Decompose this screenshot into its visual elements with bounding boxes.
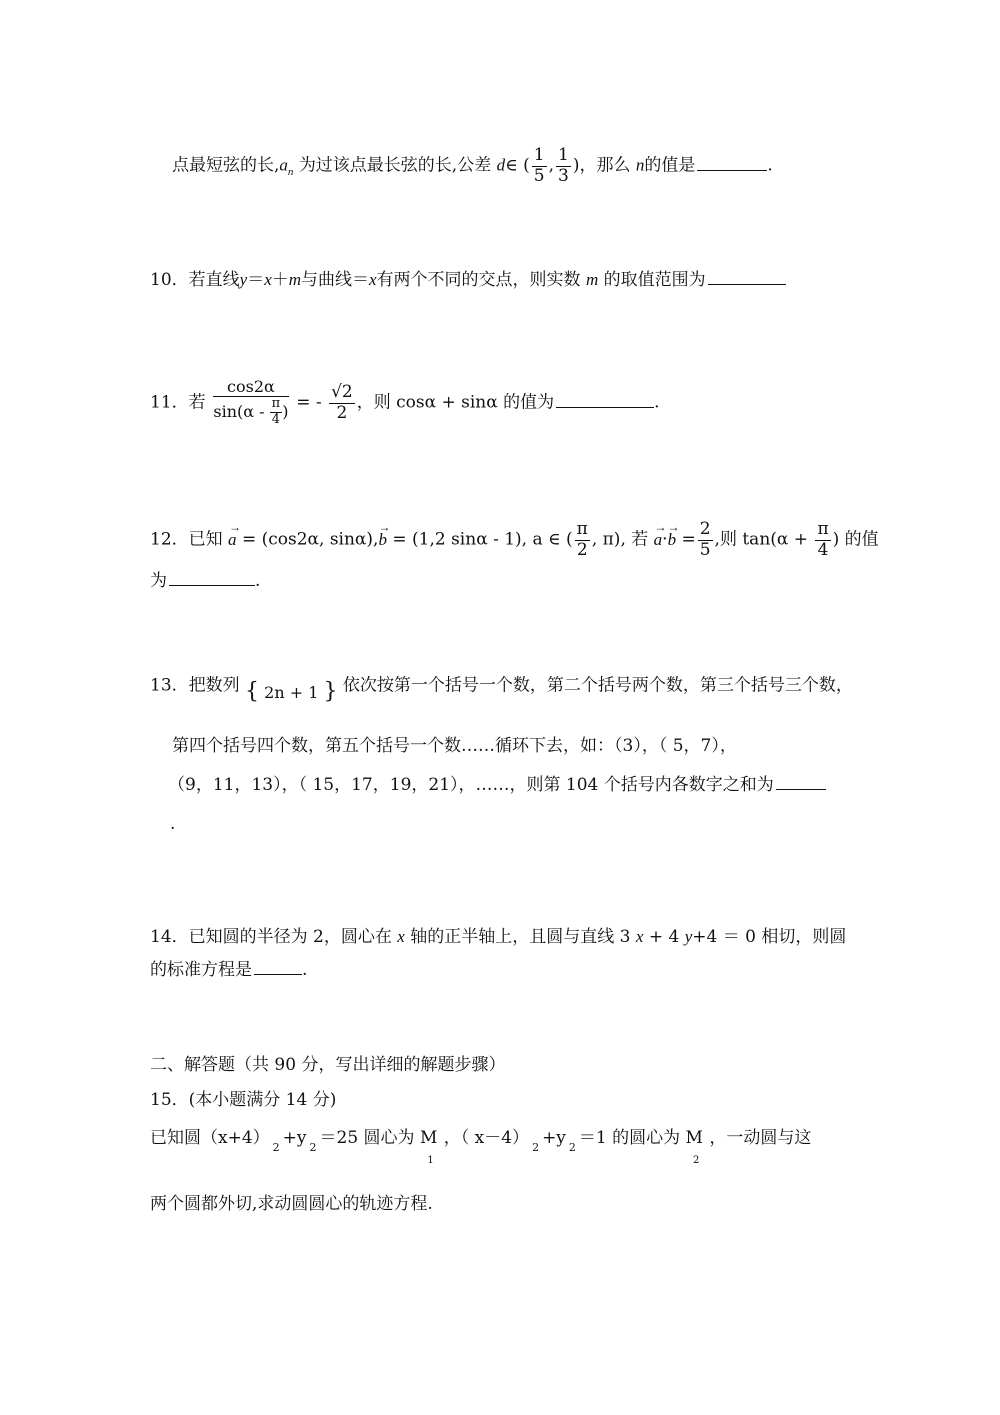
q9-frac-2: $\frac{1}{3}$ [557,145,569,186]
q12-pi-over-2: $\frac{\pi}{2}$ [576,519,588,560]
q12-part5: ) 的值 [832,529,879,550]
q12-a-vector-2: → a [653,519,667,549]
q11-lhs-fraction: cos2α sin(α - $\frac{\pi}{4}$ ) [213,377,289,428]
q13-sequence: { 2n + 1 } [245,679,338,704]
q14-x2: x [635,927,644,946]
q14-end: . [302,960,308,980]
q14-num: 14．已知圆的半径为 2，圆心在 [150,927,392,947]
q15-head: 15．(本小题满分 14 分) [150,1090,337,1110]
q12-line2 [150,573,260,590]
q15-s3: 1 [427,1155,434,1166]
q11-end: . [654,392,660,413]
q12-part1: = (cos2α, sinα), [241,529,379,550]
q13-line3 [168,777,826,794]
q10-line [150,271,786,289]
q13-line1 [150,675,853,704]
q15-line2: 两个圆都外切,求动圆圆心的轨迹方程. [150,1194,433,1214]
q9-text3: ，那么 [579,155,631,176]
q9-close: ) [572,155,580,176]
q10-eq: ＝ [247,270,265,290]
q15-p2: +y [282,1128,307,1148]
q13-line4-text: . [170,814,176,834]
q11-line [150,378,660,428]
q15-s5: 2 [568,1141,576,1154]
q14-answer-blank[interactable] [254,973,302,975]
q11-text2: 的值为 [503,392,555,413]
q10-x: x [264,270,272,289]
q12-line1 [150,520,879,560]
q15-p5: +y [542,1128,566,1148]
q14-line1 [150,928,846,946]
q12-num: 12．已知 [150,529,223,550]
q11-rhs-fraction: $\frac{√2}{2}$ [331,382,353,423]
q10-text1: 与曲线＝ [301,270,370,290]
q12-line2-text: 为 [150,571,167,591]
q9-n: n [635,155,645,175]
q9-answer-blank[interactable] [697,169,767,171]
q14-text1: 轴的正半轴上，且圆与直线 3 [410,927,631,947]
q13-line3-text: （9，11，13），（ 15，17，19，21），……，则第 104 个括号内各数字之和为 [168,775,774,795]
q10-x2: x [369,270,377,289]
q15-p6: ＝1 的圆心为 M [578,1128,703,1148]
q9-line [172,146,773,186]
q10-text2: 有两个不同的交点，则实数 [376,270,581,290]
q12-b-vector: → b [378,519,391,549]
q11-expr: cosα + sinα [396,392,498,413]
q15-p1: 已知圆（x+4） [150,1128,270,1148]
q12-b-vector-2: → b [667,519,680,549]
q13-answer-blank[interactable] [776,788,826,790]
q12-pi-over-4: $\frac{\pi}{4}$ [817,519,829,560]
q9-text1: 点最短弦的长, [172,155,280,176]
q10-plus: ＋ [271,270,289,290]
q9-in: ∈ ( [505,155,530,176]
q15-s4: 2 [532,1141,540,1154]
q14-text3: +4 ＝ 0 相切，则圆 [692,927,847,947]
q14-text2: + 4 [648,927,680,947]
q14-line2 [150,962,307,979]
q15-line1 [150,1128,812,1166]
q15-p4: ，（ x－4） [443,1128,530,1148]
q12-eq: = [681,529,696,550]
q9-end: . [767,155,773,176]
q15-s2: 2 [309,1141,317,1154]
q9-a-sub: n [287,165,294,178]
q15-s1: 2 [272,1141,280,1154]
q10-m2: m [585,270,599,289]
q11-answer-blank[interactable] [556,406,654,408]
q9-d: d [496,155,506,175]
q9-text2: 为过该点最长弦的长,公差 [298,155,492,176]
q14-y: y [684,927,693,946]
q15-s6: 2 [692,1155,700,1166]
q10-y: y [239,270,248,289]
section-2-title: 二、解答题（共 90 分，写出详细的解题步骤） [150,1055,506,1075]
q13-line1-text: 依次按第一个括号一个数，第二个括号两个数，第三个括号三个数， [342,675,853,696]
q11-text1: ，则 [356,392,391,413]
q10-text3: 的取值范围为 [603,270,706,290]
q13-line2 [172,738,737,755]
q12-part4: ,则 tan(α + [714,529,809,550]
q9-comma: , [548,155,554,176]
q9-frac-1: $\frac{1}{5}$ [533,145,545,186]
q14-x: x [397,927,405,946]
q12-end: . [255,571,261,591]
q12-part3: , π), 若 [591,529,649,550]
q9-text4: 的值是 [644,155,696,176]
q12-part2: = (1,2 sinα - 1), a ∈ ( [392,529,573,550]
q11-eq: = - [296,392,322,413]
q13-line4 [170,816,175,833]
q9-a: a [279,155,288,175]
q12-two-fifths: $\frac{2}{5}$ [699,519,711,560]
q13-line2-text: 第四个括号四个数，第五个括号一个数……循环下去，如：（3），（ 5，7）， [172,736,737,756]
q14-line2-text: 的标准方程是 [150,960,252,980]
q12-a-vector: → a [228,519,242,549]
q11-num: 11．若 [150,392,206,413]
q15-p3: ＝25 圆心为 M [319,1128,438,1148]
q12-dot: · [662,529,668,550]
q10-answer-blank[interactable] [708,283,786,285]
q15-p7: ，一动圆与这 [709,1128,812,1148]
q12-answer-blank[interactable] [169,584,255,586]
q10-m: m [288,270,302,289]
q10-num: 10．若直线 [150,270,240,290]
q13-num: 13．把数列 [150,675,240,696]
